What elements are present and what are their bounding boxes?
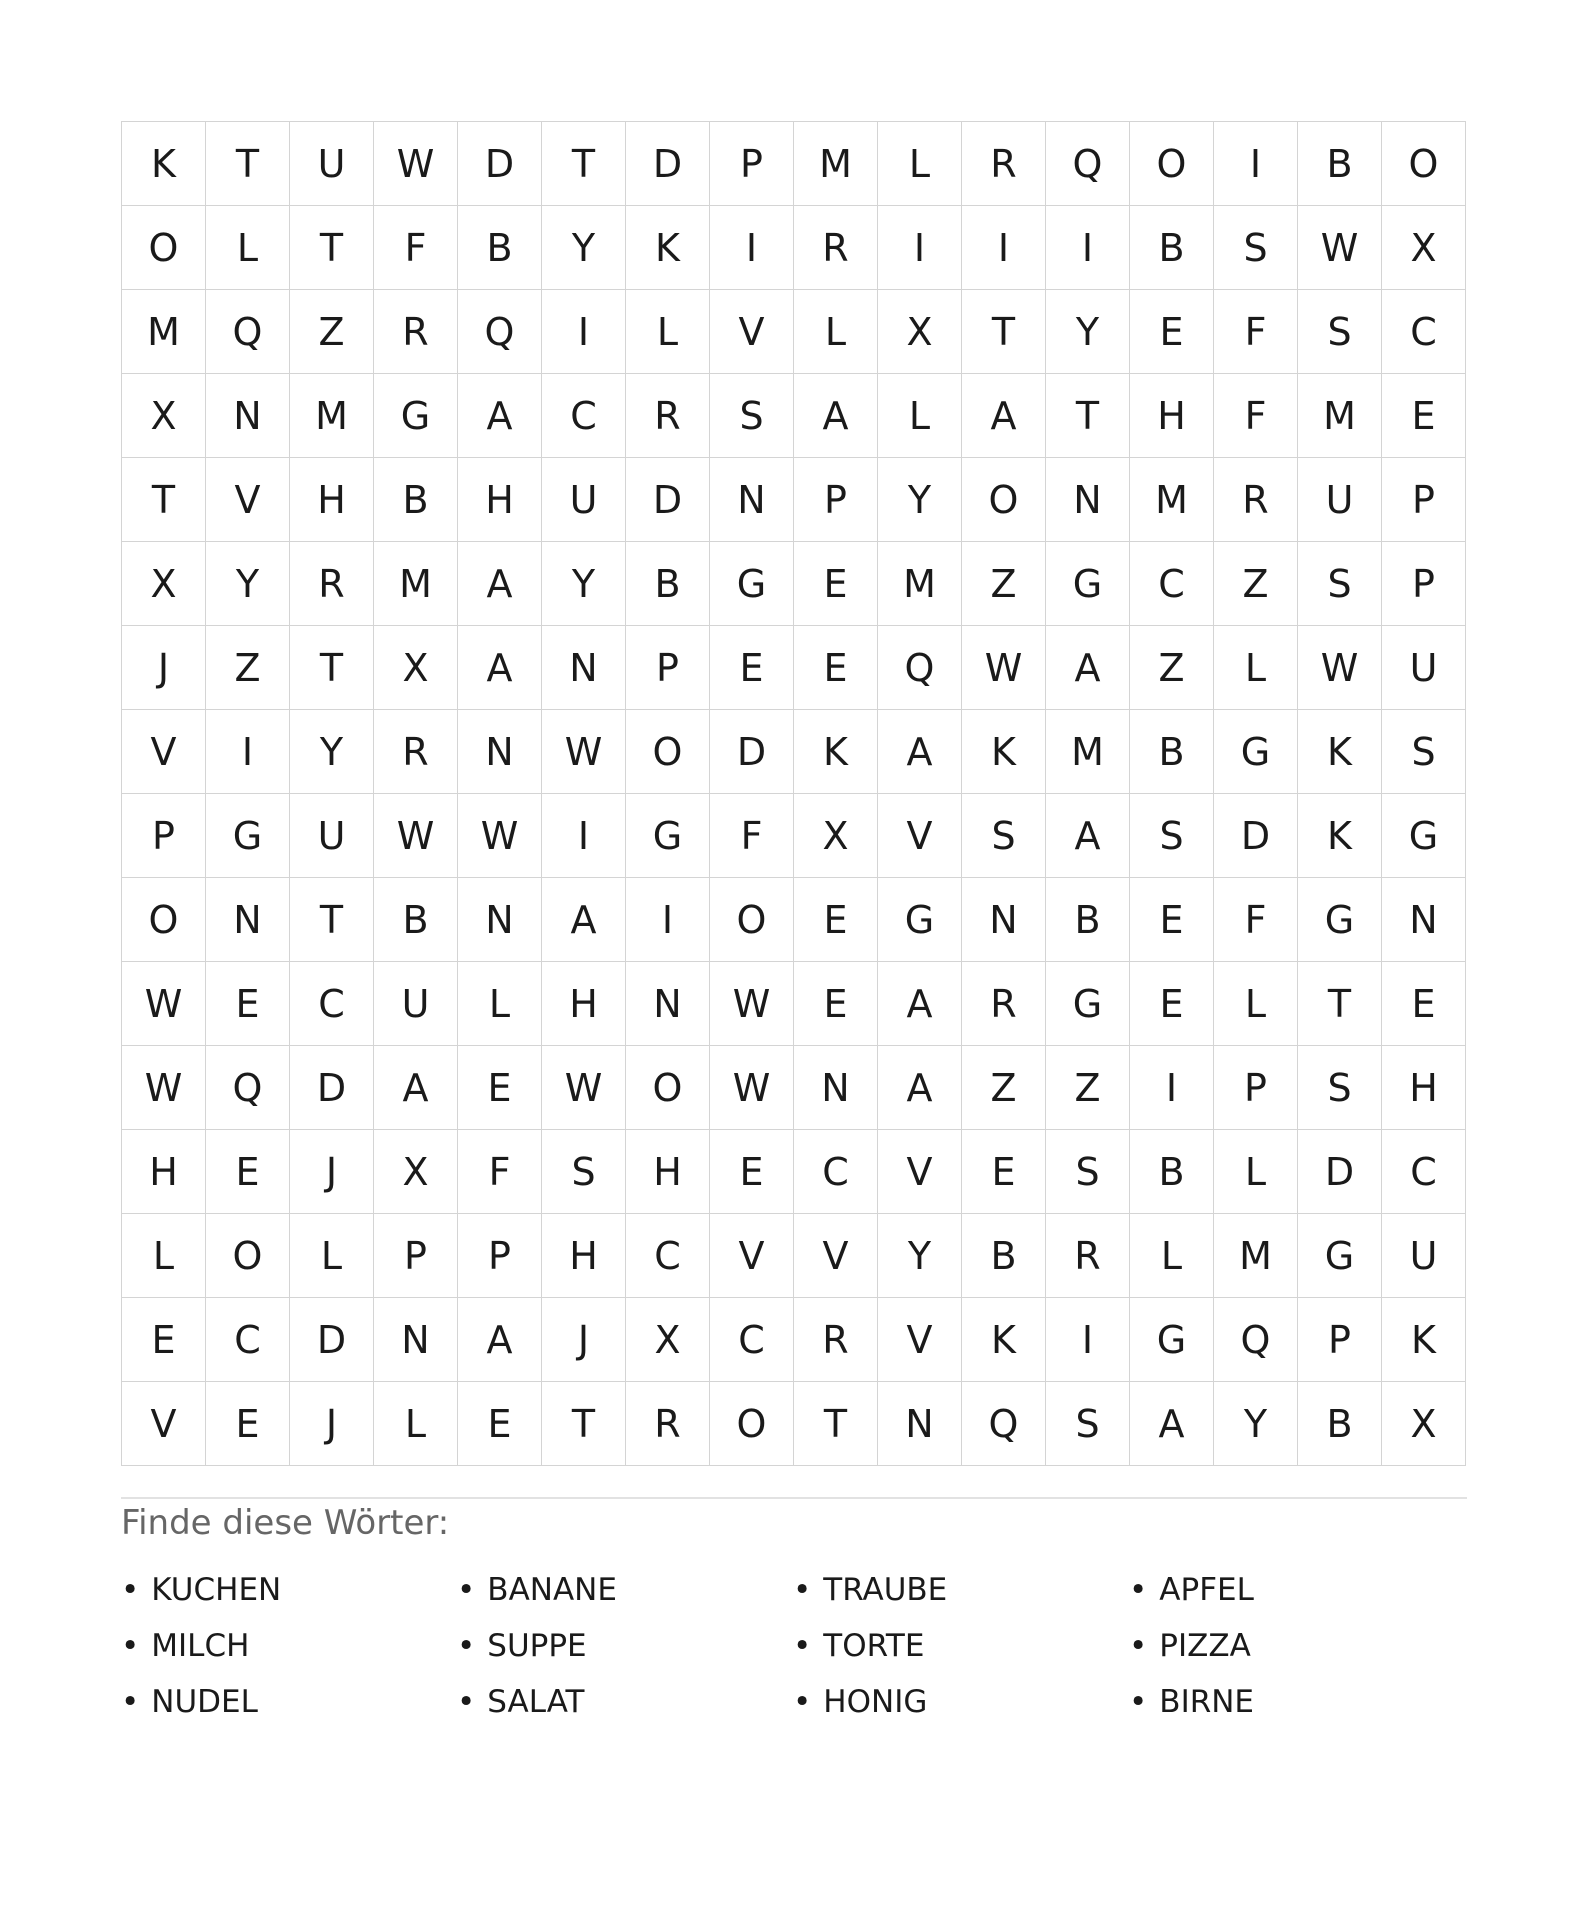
grid-cell[interactable]: T [290,626,374,710]
grid-cell[interactable]: V [206,458,290,542]
grid-cell[interactable]: Y [290,710,374,794]
grid-cell[interactable]: S [1046,1382,1130,1466]
grid-cell[interactable]: C [542,374,626,458]
grid-cell[interactable]: W [542,710,626,794]
target-word: NUDEL [151,1684,258,1720]
grid-cell[interactable]: O [122,206,206,290]
grid-cell[interactable]: F [1214,290,1298,374]
bullet-icon: • [121,1684,140,1720]
grid-cell[interactable]: S [1046,1130,1130,1214]
grid-cell[interactable]: D [626,458,710,542]
grid-cell[interactable]: E [1130,962,1214,1046]
grid-cell[interactable]: X [1382,206,1466,290]
grid-cell[interactable]: F [458,1130,542,1214]
grid-cell[interactable]: Z [290,290,374,374]
grid-cell[interactable]: N [542,626,626,710]
target-word: BANANE [487,1572,617,1608]
grid-cell[interactable]: I [1046,206,1130,290]
grid-cell[interactable]: I [878,206,962,290]
grid-cell[interactable]: E [458,1382,542,1466]
target-word: HONIG [823,1684,928,1720]
grid-cell[interactable]: W [962,626,1046,710]
grid-cell[interactable]: S [710,374,794,458]
grid-cell[interactable]: L [794,290,878,374]
grid-cell[interactable]: A [374,1046,458,1130]
grid-cell[interactable]: M [1046,710,1130,794]
grid-cell[interactable]: I [1046,1298,1130,1382]
grid-cell[interactable]: W [710,1046,794,1130]
grid-cell[interactable]: T [794,1382,878,1466]
grid-cell[interactable]: X [1382,1382,1466,1466]
bullet-icon: • [793,1684,812,1720]
grid-cell[interactable]: E [206,1382,290,1466]
grid-cell[interactable]: B [1298,122,1382,206]
grid-cell[interactable]: D [1214,794,1298,878]
grid-cell[interactable]: V [710,1214,794,1298]
grid-cell[interactable]: M [1214,1214,1298,1298]
grid-cell[interactable]: K [122,122,206,206]
grid-cell[interactable]: E [962,1130,1046,1214]
grid-cell[interactable]: A [458,1298,542,1382]
grid-cell[interactable]: I [962,206,1046,290]
letter-grid [121,121,1466,1466]
grid-cell[interactable]: I [206,710,290,794]
grid-cell[interactable]: A [1046,626,1130,710]
grid-cell[interactable]: O [206,1214,290,1298]
grid-cell[interactable]: N [710,458,794,542]
grid-cell[interactable]: L [878,122,962,206]
grid-cell[interactable]: N [794,1046,878,1130]
word-list-item [1129,1562,1465,1618]
grid-cell[interactable]: L [1214,1130,1298,1214]
grid-cell[interactable]: G [626,794,710,878]
grid-cell[interactable]: L [458,962,542,1046]
grid-cell[interactable]: U [1382,626,1466,710]
grid-cell[interactable]: I [1214,122,1298,206]
grid-cell[interactable]: Z [962,1046,1046,1130]
grid-cell[interactable]: X [878,290,962,374]
grid-cell[interactable]: R [794,206,878,290]
bullet-icon: • [121,1572,140,1608]
grid-cell[interactable]: X [374,1130,458,1214]
grid-cell[interactable]: T [962,290,1046,374]
grid-cell[interactable]: D [458,122,542,206]
grid-cell[interactable]: H [1382,1046,1466,1130]
grid-cell[interactable]: S [1130,794,1214,878]
target-word: SALAT [487,1684,585,1720]
grid-cell[interactable]: V [710,290,794,374]
grid-cell[interactable]: C [1130,542,1214,626]
bullet-icon: • [793,1572,812,1608]
grid-cell[interactable]: M [1298,374,1382,458]
grid-cell[interactable]: H [1130,374,1214,458]
grid-cell[interactable]: L [290,1214,374,1298]
target-word: BIRNE [1159,1684,1255,1720]
grid-cell[interactable]: L [206,206,290,290]
grid-cell[interactable]: R [962,962,1046,1046]
grid-cell[interactable]: E [710,1130,794,1214]
grid-cell[interactable]: X [122,374,206,458]
grid-cell[interactable]: A [878,710,962,794]
grid-cell[interactable]: F [1214,878,1298,962]
grid-cell[interactable]: R [962,122,1046,206]
grid-cell[interactable]: C [626,1214,710,1298]
grid-cell[interactable]: F [710,794,794,878]
grid-cell[interactable]: R [290,542,374,626]
grid-cell[interactable]: T [290,206,374,290]
grid-cell[interactable]: D [290,1046,374,1130]
grid-cell[interactable]: S [1298,1046,1382,1130]
grid-cell[interactable]: E [1382,374,1466,458]
grid-cell[interactable]: P [1214,1046,1298,1130]
grid-cell[interactable]: X [374,626,458,710]
grid-cell[interactable]: M [374,542,458,626]
grid-cell[interactable]: L [1214,626,1298,710]
grid-cell[interactable]: B [1046,878,1130,962]
grid-cell[interactable]: S [1298,290,1382,374]
grid-cell[interactable]: A [542,878,626,962]
bullet-icon: • [1129,1684,1148,1720]
grid-cell[interactable]: U [542,458,626,542]
grid-cell[interactable]: S [542,1130,626,1214]
grid-cell[interactable]: B [1130,1130,1214,1214]
grid-cell[interactable]: O [1382,122,1466,206]
grid-cell[interactable]: A [458,374,542,458]
grid-cell[interactable]: W [1298,626,1382,710]
grid-cell[interactable]: R [626,1382,710,1466]
grid-cell[interactable]: S [1214,206,1298,290]
grid-cell[interactable]: P [794,458,878,542]
grid-cell[interactable]: B [458,206,542,290]
grid-cell[interactable]: N [962,878,1046,962]
grid-cell[interactable]: R [374,290,458,374]
grid-cell[interactable]: M [878,542,962,626]
grid-cell[interactable]: E [1130,290,1214,374]
grid-cell[interactable]: G [710,542,794,626]
grid-cell[interactable]: U [1298,458,1382,542]
grid-cell[interactable]: Y [1214,1382,1298,1466]
grid-cell[interactable]: L [626,290,710,374]
grid-cell[interactable]: A [458,626,542,710]
grid-cell[interactable]: C [1382,1130,1466,1214]
bullet-icon: • [457,1572,476,1608]
grid-cell[interactable]: P [1382,542,1466,626]
grid-cell[interactable]: D [626,122,710,206]
grid-cell[interactable]: N [458,710,542,794]
grid-cell[interactable]: A [458,542,542,626]
grid-cell[interactable]: N [878,1382,962,1466]
grid-cell[interactable]: Q [206,290,290,374]
grid-cell[interactable]: Z [1130,626,1214,710]
grid-cell[interactable]: I [1130,1046,1214,1130]
grid-cell[interactable]: N [206,878,290,962]
grid-cell[interactable]: Q [878,626,962,710]
grid-cell[interactable]: U [290,794,374,878]
grid-cell[interactable]: U [1382,1214,1466,1298]
grid-cell[interactable]: Z [962,542,1046,626]
grid-cell[interactable]: R [794,1298,878,1382]
word-list-item [793,1618,1129,1674]
grid-cell[interactable]: B [374,458,458,542]
grid-cell[interactable]: N [1046,458,1130,542]
grid-cell[interactable]: O [1130,122,1214,206]
grid-cell[interactable]: A [878,962,962,1046]
grid-cell[interactable]: J [290,1382,374,1466]
grid-cell[interactable]: E [206,1130,290,1214]
word-list-item [121,1618,457,1674]
grid-cell[interactable]: E [206,962,290,1046]
grid-cell[interactable]: Z [206,626,290,710]
grid-cell[interactable]: B [1130,710,1214,794]
grid-cell[interactable]: D [1298,1130,1382,1214]
grid-cell[interactable]: W [710,962,794,1046]
grid-cell[interactable]: O [710,1382,794,1466]
grid-cell[interactable]: P [1382,458,1466,542]
grid-cell[interactable]: G [374,374,458,458]
grid-cell[interactable]: G [1214,710,1298,794]
grid-cell[interactable]: Z [1214,542,1298,626]
grid-cell[interactable]: B [374,878,458,962]
word-list-item [793,1562,1129,1618]
target-word: APFEL [1159,1572,1254,1608]
grid-cell[interactable]: O [626,1046,710,1130]
grid-cell[interactable]: P [1298,1298,1382,1382]
grid-cell[interactable]: W [122,1046,206,1130]
grid-cell[interactable]: G [1382,794,1466,878]
grid-cell[interactable]: Q [458,290,542,374]
grid-cell[interactable]: C [290,962,374,1046]
grid-cell[interactable]: J [290,1130,374,1214]
grid-cell[interactable]: B [1298,1382,1382,1466]
grid-cell[interactable]: L [122,1214,206,1298]
divider [121,1497,1467,1499]
grid-cell[interactable]: P [122,794,206,878]
grid-cell[interactable]: A [794,374,878,458]
bullet-icon: • [1129,1572,1148,1608]
grid-cell[interactable]: W [542,1046,626,1130]
grid-cell[interactable]: K [1298,794,1382,878]
grid-cell[interactable]: S [1298,542,1382,626]
grid-cell[interactable]: E [794,626,878,710]
grid-cell[interactable]: W [1298,206,1382,290]
grid-cell[interactable]: E [794,962,878,1046]
grid-cell[interactable]: B [626,542,710,626]
word-list-item [793,1674,1129,1730]
word-list-item [1129,1618,1465,1674]
grid-cell[interactable]: B [962,1214,1046,1298]
grid-cell[interactable]: Z [1046,1046,1130,1130]
grid-cell[interactable]: C [794,1130,878,1214]
grid-cell[interactable]: C [206,1298,290,1382]
grid-cell[interactable]: C [710,1298,794,1382]
target-word: KUCHEN [151,1572,282,1608]
word-list [121,1562,1467,1730]
grid-cell[interactable]: T [542,122,626,206]
grid-cell[interactable]: M [1130,458,1214,542]
grid-cell[interactable]: R [1214,458,1298,542]
grid-cell[interactable]: R [626,374,710,458]
grid-cell[interactable]: M [290,374,374,458]
grid-cell[interactable]: X [122,542,206,626]
grid-cell[interactable]: N [626,962,710,1046]
word-list-item [1129,1674,1465,1730]
grid-cell[interactable]: J [122,626,206,710]
grid-cell[interactable]: L [878,374,962,458]
bullet-icon: • [793,1628,812,1664]
grid-cell[interactable]: G [1046,962,1130,1046]
grid-cell[interactable]: A [962,374,1046,458]
grid-cell[interactable]: G [1298,878,1382,962]
word-list-item [457,1562,793,1618]
grid-cell[interactable]: V [878,794,962,878]
grid-cell[interactable]: G [1130,1298,1214,1382]
bullet-icon: • [121,1628,140,1664]
grid-cell[interactable]: E [1382,962,1466,1046]
grid-cell[interactable]: K [794,710,878,794]
grid-cell[interactable]: F [374,206,458,290]
grid-cell[interactable]: N [458,878,542,962]
grid-cell[interactable]: P [626,626,710,710]
grid-cell[interactable]: D [710,710,794,794]
grid-cell[interactable]: V [794,1214,878,1298]
grid-cell[interactable]: K [1298,710,1382,794]
target-word: PIZZA [1159,1628,1251,1664]
grid-cell[interactable]: G [1046,542,1130,626]
word-list-item [121,1562,457,1618]
grid-cell[interactable]: R [374,710,458,794]
grid-cell[interactable]: S [962,794,1046,878]
grid-cell[interactable]: R [1046,1214,1130,1298]
word-list-heading: Finde diese Wörter: [121,1503,450,1543]
grid-cell[interactable]: H [542,1214,626,1298]
grid-cell[interactable]: X [626,1298,710,1382]
grid-cell[interactable]: O [122,878,206,962]
grid-cell[interactable]: P [710,122,794,206]
grid-cell[interactable]: T [1046,374,1130,458]
grid-cell[interactable]: M [794,122,878,206]
grid-cell[interactable]: Q [1214,1298,1298,1382]
grid-cell[interactable]: G [206,794,290,878]
grid-cell[interactable]: N [1382,878,1466,962]
grid-cell[interactable]: X [794,794,878,878]
grid-cell[interactable]: Y [542,542,626,626]
grid-cell[interactable]: H [542,962,626,1046]
grid-cell[interactable]: Q [1046,122,1130,206]
grid-cell[interactable]: H [122,1130,206,1214]
grid-cell[interactable]: E [458,1046,542,1130]
grid-cell[interactable]: T [542,1382,626,1466]
grid-cell[interactable]: I [542,794,626,878]
bullet-icon: • [1129,1628,1148,1664]
grid-cell[interactable]: G [1298,1214,1382,1298]
grid-cell[interactable]: T [122,458,206,542]
grid-cell[interactable]: L [374,1382,458,1466]
grid-cell[interactable]: K [1382,1298,1466,1382]
grid-cell[interactable]: H [458,458,542,542]
grid-cell[interactable]: P [458,1214,542,1298]
grid-cell[interactable]: V [122,1382,206,1466]
target-word: TORTE [823,1628,925,1664]
grid-cell[interactable]: L [1214,962,1298,1046]
grid-cell[interactable]: V [122,710,206,794]
grid-cell[interactable]: C [1382,290,1466,374]
grid-cell[interactable]: T [1298,962,1382,1046]
word-list-item [121,1674,457,1730]
grid-cell[interactable]: S [1382,710,1466,794]
grid-cell[interactable]: N [374,1298,458,1382]
grid-cell[interactable]: L [1130,1214,1214,1298]
target-word: MILCH [151,1628,250,1664]
grid-cell[interactable]: E [794,878,878,962]
bullet-icon: • [457,1684,476,1720]
grid-cell[interactable]: Q [206,1046,290,1130]
grid-cell[interactable]: V [878,1298,962,1382]
grid-cell[interactable]: J [542,1298,626,1382]
grid-cell[interactable]: K [962,710,1046,794]
grid-cell[interactable]: E [794,542,878,626]
grid-cell[interactable]: K [626,206,710,290]
grid-cell[interactable]: F [1214,374,1298,458]
grid-cell[interactable]: V [878,1130,962,1214]
grid-cell[interactable]: I [542,290,626,374]
grid-cell[interactable]: K [962,1298,1046,1382]
word-list-item [457,1618,793,1674]
grid-cell[interactable]: W [374,122,458,206]
grid-cell[interactable]: E [1130,878,1214,962]
word-list-item [457,1674,793,1730]
grid-cell[interactable]: E [710,626,794,710]
target-word: SUPPE [487,1628,587,1664]
grid-cell[interactable]: A [878,1046,962,1130]
grid-cell[interactable]: T [206,122,290,206]
grid-cell[interactable]: Q [962,1382,1046,1466]
grid-cell[interactable]: T [290,878,374,962]
grid-cell[interactable]: M [122,290,206,374]
grid-cell[interactable]: W [374,794,458,878]
grid-cell[interactable]: Y [1046,290,1130,374]
grid-cell[interactable]: P [374,1214,458,1298]
grid-cell[interactable]: O [962,458,1046,542]
grid-cell[interactable]: N [206,374,290,458]
grid-cell[interactable]: Y [542,206,626,290]
grid-cell[interactable]: Y [878,458,962,542]
grid-cell[interactable]: E [122,1298,206,1382]
grid-cell[interactable]: I [626,878,710,962]
grid-cell[interactable]: D [290,1298,374,1382]
grid-cell[interactable]: A [1130,1382,1214,1466]
grid-cell[interactable]: W [458,794,542,878]
grid-cell[interactable]: U [290,122,374,206]
grid-cell[interactable]: Y [206,542,290,626]
target-word: TRAUBE [823,1572,948,1608]
grid-cell[interactable]: W [122,962,206,1046]
grid-cell[interactable]: A [1046,794,1130,878]
grid-cell[interactable]: I [710,206,794,290]
bullet-icon: • [457,1628,476,1664]
grid-cell[interactable]: G [878,878,962,962]
grid-cell[interactable]: O [710,878,794,962]
grid-cell[interactable]: B [1130,206,1214,290]
grid-cell[interactable]: H [626,1130,710,1214]
grid-cell[interactable]: U [374,962,458,1046]
grid-cell[interactable]: H [290,458,374,542]
grid-cell[interactable]: Y [878,1214,962,1298]
grid-cell[interactable]: O [626,710,710,794]
